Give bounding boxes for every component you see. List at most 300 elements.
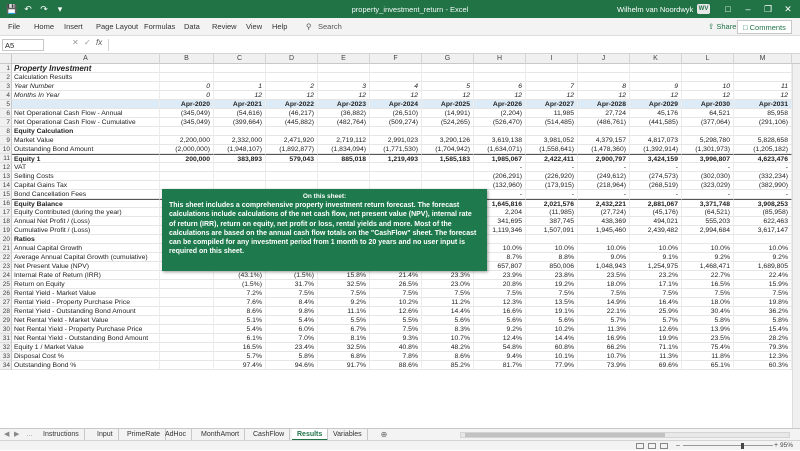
value-cell[interactable]: Apr-2024 xyxy=(370,100,422,109)
value-cell[interactable]: 555,203 xyxy=(682,217,734,226)
value-cell[interactable]: 40.8% xyxy=(370,343,422,352)
value-cell[interactable]: 65.1% xyxy=(682,361,734,370)
value-cell[interactable]: 4,623,476 xyxy=(734,154,792,163)
row-label-cell[interactable]: Annual Capital Growth xyxy=(12,244,160,253)
value-cell[interactable]: 6.8% xyxy=(318,352,370,361)
value-cell[interactable]: 8.8% xyxy=(526,253,578,262)
tab-prev-icon[interactable]: ◀ xyxy=(4,431,10,438)
value-cell[interactable]: Apr-2029 xyxy=(630,100,682,109)
value-cell[interactable]: 7.5% xyxy=(630,289,682,298)
value-cell[interactable]: 8.4% xyxy=(266,298,318,307)
close-icon[interactable]: ✕ xyxy=(784,4,792,14)
value-cell[interactable]: 7.5% xyxy=(474,289,526,298)
value-cell[interactable]: (1,392,914) xyxy=(630,145,682,154)
value-cell[interactable]: 11.1% xyxy=(318,307,370,316)
value-cell[interactable] xyxy=(318,73,370,82)
row-label-cell[interactable]: Capital Gains Tax xyxy=(12,181,160,190)
row-header[interactable]: 16 xyxy=(0,199,12,208)
value-cell[interactable]: 48.2% xyxy=(422,343,474,352)
value-cell[interactable]: 16.6% xyxy=(474,307,526,316)
value-cell[interactable]: 23.4% xyxy=(266,343,318,352)
value-cell[interactable]: 23.9% xyxy=(474,271,526,280)
value-cell[interactable]: (1,892,877) xyxy=(266,145,318,154)
value-cell[interactable]: 5.8% xyxy=(266,352,318,361)
value-cell[interactable]: - xyxy=(526,190,578,199)
value-cell[interactable]: 22.4% xyxy=(734,271,792,280)
value-cell[interactable] xyxy=(578,127,630,136)
value-cell[interactable] xyxy=(422,172,474,181)
value-cell[interactable]: (526,470) xyxy=(474,118,526,127)
value-cell[interactable]: 200,000 xyxy=(160,154,214,163)
value-cell[interactable]: 8.7% xyxy=(474,253,526,262)
value-cell[interactable]: 8.6% xyxy=(422,352,474,361)
row-label-cell[interactable]: Calculation Results xyxy=(12,73,160,82)
value-cell[interactable]: (218,964) xyxy=(578,181,630,190)
value-cell[interactable]: 8 xyxy=(578,82,630,91)
value-cell[interactable]: 10.0% xyxy=(630,244,682,253)
value-cell[interactable]: (36,882) xyxy=(318,109,370,118)
row-header[interactable]: 30 xyxy=(0,325,12,334)
value-cell[interactable]: 16.9% xyxy=(578,334,630,343)
zoom-level[interactable]: 95% xyxy=(780,442,794,449)
value-cell[interactable]: 12 xyxy=(370,91,422,100)
value-cell[interactable]: 1,507,091 xyxy=(526,226,578,235)
value-cell[interactable]: (1,634,071) xyxy=(474,145,526,154)
value-cell[interactable] xyxy=(370,73,422,82)
value-cell[interactable]: - xyxy=(682,163,734,172)
value-cell[interactable]: 28.2% xyxy=(734,334,792,343)
value-cell[interactable]: 15.9% xyxy=(734,280,792,289)
zoom-out-icon[interactable]: – xyxy=(676,442,680,449)
row-label-cell[interactable]: Net Rental Yield - Property Purchase Price xyxy=(12,325,160,334)
value-cell[interactable]: 12.6% xyxy=(630,325,682,334)
search-box[interactable]: Search xyxy=(318,22,342,31)
value-cell[interactable]: 5,298,780 xyxy=(682,136,734,145)
value-cell[interactable]: 622,463 xyxy=(734,217,792,226)
sheet-tab-cashflow[interactable]: CashFlow xyxy=(248,429,290,441)
value-cell[interactable]: 2 xyxy=(266,82,318,91)
value-cell[interactable]: (14,991) xyxy=(422,109,474,118)
scroll-thumb[interactable] xyxy=(465,433,665,437)
value-cell[interactable]: (382,990) xyxy=(734,181,792,190)
value-cell[interactable] xyxy=(370,64,422,73)
value-cell[interactable]: (524,265) xyxy=(422,118,474,127)
value-cell[interactable]: 8.1% xyxy=(318,334,370,343)
value-cell[interactable]: 5 xyxy=(422,82,474,91)
value-cell[interactable]: 9.2% xyxy=(474,325,526,334)
value-cell[interactable] xyxy=(160,343,214,352)
value-cell[interactable]: (206,291) xyxy=(474,172,526,181)
value-cell[interactable]: 7.5% xyxy=(370,325,422,334)
row-header[interactable]: 4 xyxy=(0,91,12,100)
value-cell[interactable]: 7.2% xyxy=(214,289,266,298)
value-cell[interactable]: 6 xyxy=(474,82,526,91)
value-cell[interactable]: 12.3% xyxy=(474,298,526,307)
value-cell[interactable] xyxy=(682,235,734,244)
row-header[interactable]: 27 xyxy=(0,298,12,307)
row-header[interactable]: 3 xyxy=(0,82,12,91)
value-cell[interactable]: (302,030) xyxy=(682,172,734,181)
row-header[interactable]: 25 xyxy=(0,280,12,289)
value-cell[interactable]: 12.6% xyxy=(370,307,422,316)
zoom-slider-handle[interactable] xyxy=(741,443,744,449)
row-header[interactable]: 19 xyxy=(0,226,12,235)
value-cell[interactable]: 77.9% xyxy=(526,361,578,370)
value-cell[interactable] xyxy=(578,64,630,73)
value-cell[interactable]: 26.5% xyxy=(370,280,422,289)
value-cell[interactable]: 10.1% xyxy=(526,352,578,361)
value-cell[interactable]: 13.5% xyxy=(526,298,578,307)
row-header[interactable]: 10 xyxy=(0,145,12,154)
value-cell[interactable]: (268,519) xyxy=(630,181,682,190)
value-cell[interactable]: 0 xyxy=(160,82,214,91)
value-cell[interactable]: 23.8% xyxy=(526,271,578,280)
row-header[interactable]: 24 xyxy=(0,271,12,280)
row-label-cell[interactable]: Equity 1 / Market Value xyxy=(12,343,160,352)
column-header-k[interactable]: K xyxy=(630,54,682,64)
row-label-cell[interactable]: Rental Yield - Market Value xyxy=(12,289,160,298)
value-cell[interactable]: 9.4% xyxy=(474,352,526,361)
row-header[interactable]: 28 xyxy=(0,307,12,316)
value-cell[interactable]: 7.6% xyxy=(214,298,266,307)
row-header[interactable]: 7 xyxy=(0,118,12,127)
value-cell[interactable]: 16.5% xyxy=(214,343,266,352)
row-label-cell[interactable]: Year Number xyxy=(12,82,160,91)
value-cell[interactable]: (441,585) xyxy=(630,118,682,127)
value-cell[interactable]: 85.2% xyxy=(422,361,474,370)
value-cell[interactable]: 1,219,493 xyxy=(370,154,422,163)
value-cell[interactable]: 45,176 xyxy=(630,109,682,118)
value-cell[interactable]: (291,106) xyxy=(734,118,792,127)
menu-review[interactable]: Review xyxy=(212,22,237,31)
row-header[interactable]: 14 xyxy=(0,181,12,190)
value-cell[interactable]: 30.4% xyxy=(682,307,734,316)
enter-icon[interactable]: ✓ xyxy=(84,38,91,47)
value-cell[interactable]: 12 xyxy=(266,91,318,100)
value-cell[interactable] xyxy=(266,73,318,82)
value-cell[interactable]: 9.3% xyxy=(370,334,422,343)
value-cell[interactable]: 12.4% xyxy=(474,334,526,343)
value-cell[interactable]: 18.0% xyxy=(578,280,630,289)
row-label-cell[interactable]: Outstanding Bond % xyxy=(12,361,160,370)
row-label-cell[interactable]: Net Operational Cash Flow - Annual xyxy=(12,109,160,118)
value-cell[interactable]: - xyxy=(474,163,526,172)
value-cell[interactable]: 27,724 xyxy=(578,109,630,118)
value-cell[interactable]: 1,945,460 xyxy=(578,226,630,235)
value-cell[interactable]: 10.7% xyxy=(422,334,474,343)
value-cell[interactable]: 2,900,797 xyxy=(578,154,630,163)
value-cell[interactable]: 12 xyxy=(578,91,630,100)
row-header[interactable]: 13 xyxy=(0,172,12,181)
value-cell[interactable]: 7.5% xyxy=(370,289,422,298)
value-cell[interactable]: 5.5% xyxy=(370,316,422,325)
value-cell[interactable]: 5.6% xyxy=(526,316,578,325)
value-cell[interactable]: (2,000,000) xyxy=(160,145,214,154)
value-cell[interactable]: (345,049) xyxy=(160,109,214,118)
value-cell[interactable]: - xyxy=(734,190,792,199)
row-header[interactable]: 12 xyxy=(0,163,12,172)
value-cell[interactable]: 25.9% xyxy=(630,307,682,316)
value-cell[interactable] xyxy=(682,64,734,73)
value-cell[interactable]: 494,021 xyxy=(630,217,682,226)
value-cell[interactable]: Apr-2021 xyxy=(214,100,266,109)
value-cell[interactable]: 387,745 xyxy=(526,217,578,226)
value-cell[interactable] xyxy=(578,73,630,82)
row-header[interactable]: 5 xyxy=(0,100,12,109)
value-cell[interactable]: - xyxy=(578,190,630,199)
value-cell[interactable]: 19.2% xyxy=(526,280,578,289)
value-cell[interactable]: 2,991,023 xyxy=(370,136,422,145)
value-cell[interactable] xyxy=(160,64,214,73)
sheet-tab-instructions[interactable]: Instructions xyxy=(38,429,85,441)
value-cell[interactable] xyxy=(160,298,214,307)
value-cell[interactable]: (43.1%) xyxy=(214,271,266,280)
value-cell[interactable]: - xyxy=(526,163,578,172)
value-cell[interactable]: 11.3% xyxy=(630,352,682,361)
value-cell[interactable]: 3,908,253 xyxy=(734,199,792,208)
value-cell[interactable]: 5.4% xyxy=(266,316,318,325)
value-cell[interactable] xyxy=(160,163,214,172)
value-cell[interactable]: Apr-2023 xyxy=(318,100,370,109)
row-label-cell[interactable]: Net Rental Yield - Outstanding Bond Amount xyxy=(12,334,160,343)
row-header[interactable]: 17 xyxy=(0,208,12,217)
value-cell[interactable]: (226,920) xyxy=(526,172,578,181)
value-cell[interactable]: 8.3% xyxy=(422,325,474,334)
row-header[interactable]: 11 xyxy=(0,154,12,163)
value-cell[interactable] xyxy=(160,280,214,289)
value-cell[interactable] xyxy=(526,235,578,244)
row-label-cell[interactable]: Disposal Cost % xyxy=(12,352,160,361)
value-cell[interactable] xyxy=(160,334,214,343)
value-cell[interactable]: (1,301,973) xyxy=(682,145,734,154)
row-header[interactable]: 31 xyxy=(0,334,12,343)
value-cell[interactable] xyxy=(630,73,682,82)
row-label-cell[interactable]: Equity Contributed (during the year) xyxy=(12,208,160,217)
value-cell[interactable]: 5.7% xyxy=(578,316,630,325)
page-layout-view-icon[interactable] xyxy=(648,443,656,449)
column-header-g[interactable]: G xyxy=(422,54,474,64)
value-cell[interactable]: 5.6% xyxy=(474,316,526,325)
value-cell[interactable]: 60.8% xyxy=(526,343,578,352)
value-cell[interactable] xyxy=(734,127,792,136)
value-cell[interactable]: (27,724) xyxy=(578,208,630,217)
value-cell[interactable]: 5,828,658 xyxy=(734,136,792,145)
value-cell[interactable] xyxy=(474,127,526,136)
row-header[interactable]: 22 xyxy=(0,253,12,262)
value-cell[interactable]: 885,018 xyxy=(318,154,370,163)
value-cell[interactable]: 22.1% xyxy=(578,307,630,316)
value-cell[interactable]: 5.7% xyxy=(630,316,682,325)
value-cell[interactable]: 14.4% xyxy=(422,307,474,316)
value-cell[interactable]: 5.7% xyxy=(214,352,266,361)
value-cell[interactable]: 9.2% xyxy=(318,298,370,307)
value-cell[interactable]: 3 xyxy=(318,82,370,91)
row-label-cell[interactable]: Months In Year xyxy=(12,91,160,100)
value-cell[interactable]: 11,985 xyxy=(526,109,578,118)
value-cell[interactable]: 2,432,221 xyxy=(578,199,630,208)
menu-page-layout[interactable]: Page Layout xyxy=(96,22,139,31)
column-header-j[interactable]: J xyxy=(578,54,630,64)
function-icon[interactable]: fx xyxy=(96,38,103,47)
sheet-tab-results[interactable]: Results xyxy=(292,429,328,441)
column-header-h[interactable]: H xyxy=(474,54,526,64)
value-cell[interactable]: 12 xyxy=(422,91,474,100)
value-cell[interactable] xyxy=(422,127,474,136)
row-label-cell[interactable]: Outstanding Bond Amount xyxy=(12,145,160,154)
value-cell[interactable]: 7.8% xyxy=(370,352,422,361)
value-cell[interactable]: 22.7% xyxy=(682,271,734,280)
sheet-tab-input[interactable]: Input xyxy=(92,429,119,441)
maximize-icon[interactable]: ❐ xyxy=(763,4,773,14)
redo-icon[interactable]: ↷ xyxy=(40,3,48,14)
value-cell[interactable]: 383,893 xyxy=(214,154,266,163)
value-cell[interactable]: (54,616) xyxy=(214,109,266,118)
value-cell[interactable]: (1,771,530) xyxy=(370,145,422,154)
value-cell[interactable]: 14.4% xyxy=(526,334,578,343)
value-cell[interactable]: 19.1% xyxy=(526,307,578,316)
value-cell[interactable]: (377,064) xyxy=(682,118,734,127)
value-cell[interactable]: 2,471,920 xyxy=(266,136,318,145)
value-cell[interactable]: 10.2% xyxy=(526,325,578,334)
value-cell[interactable]: 12 xyxy=(214,91,266,100)
value-cell[interactable]: 6.1% xyxy=(214,334,266,343)
value-cell[interactable]: 79.3% xyxy=(734,343,792,352)
value-cell[interactable]: - xyxy=(578,163,630,172)
menu-file[interactable]: File xyxy=(8,22,21,31)
value-cell[interactable]: (1,558,641) xyxy=(526,145,578,154)
row-label-cell[interactable]: Equity Calculation xyxy=(12,127,160,136)
value-cell[interactable] xyxy=(318,127,370,136)
value-cell[interactable]: 9.1% xyxy=(630,253,682,262)
row-header[interactable]: 26 xyxy=(0,289,12,298)
value-cell[interactable]: - xyxy=(682,190,734,199)
value-cell[interactable] xyxy=(160,307,214,316)
value-cell[interactable]: 18.0% xyxy=(682,298,734,307)
row-header[interactable]: 15 xyxy=(0,190,12,199)
value-cell[interactable]: 23.3% xyxy=(422,271,474,280)
value-cell[interactable] xyxy=(160,361,214,370)
value-cell[interactable]: (1,834,094) xyxy=(318,145,370,154)
value-cell[interactable]: 1,254,975 xyxy=(630,262,682,271)
value-cell[interactable]: 438,369 xyxy=(578,217,630,226)
value-cell[interactable]: Apr-2027 xyxy=(526,100,578,109)
column-header-f[interactable]: F xyxy=(370,54,422,64)
cancel-icon[interactable]: ✕ xyxy=(72,38,79,47)
value-cell[interactable]: - xyxy=(630,190,682,199)
value-cell[interactable]: 13.9% xyxy=(682,325,734,334)
value-cell[interactable]: 9.0% xyxy=(578,253,630,262)
value-cell[interactable]: 10.7% xyxy=(578,352,630,361)
value-cell[interactable]: (1.5%) xyxy=(214,280,266,289)
column-header-a[interactable]: A xyxy=(12,54,160,64)
tab-next-icon[interactable]: ▶ xyxy=(14,431,20,438)
value-cell[interactable] xyxy=(160,73,214,82)
value-cell[interactable]: 3,619,138 xyxy=(474,136,526,145)
value-cell[interactable]: 9.2% xyxy=(682,253,734,262)
value-cell[interactable] xyxy=(318,64,370,73)
value-cell[interactable]: 1,689,805 xyxy=(734,262,792,271)
tab-more-icon[interactable]: … xyxy=(26,431,33,438)
value-cell[interactable] xyxy=(214,73,266,82)
row-label-cell[interactable]: Ratios xyxy=(12,235,160,244)
value-cell[interactable]: 10.0% xyxy=(578,244,630,253)
value-cell[interactable]: (1,205,182) xyxy=(734,145,792,154)
value-cell[interactable] xyxy=(214,64,266,73)
value-cell[interactable]: 73.9% xyxy=(578,361,630,370)
save-icon[interactable]: 💾 xyxy=(6,3,18,14)
value-cell[interactable] xyxy=(160,352,214,361)
row-label-cell[interactable]: Equity 1 xyxy=(12,154,160,163)
value-cell[interactable]: 36.2% xyxy=(734,307,792,316)
value-cell[interactable]: 71.1% xyxy=(630,343,682,352)
value-cell[interactable] xyxy=(214,172,266,181)
value-cell[interactable] xyxy=(734,73,792,82)
value-cell[interactable] xyxy=(370,127,422,136)
customize-icon[interactable]: ▾ xyxy=(57,3,63,14)
value-cell[interactable] xyxy=(160,127,214,136)
value-cell[interactable]: 91.7% xyxy=(318,361,370,370)
value-cell[interactable] xyxy=(526,73,578,82)
row-header[interactable]: 2 xyxy=(0,73,12,82)
row-label-cell[interactable]: Rental Yield - Property Purchase Price xyxy=(12,298,160,307)
zoom-in-icon[interactable]: + xyxy=(774,442,779,449)
value-cell[interactable] xyxy=(734,235,792,244)
value-cell[interactable]: (274,573) xyxy=(630,172,682,181)
value-cell[interactable]: (1,478,360) xyxy=(578,145,630,154)
value-cell[interactable]: (249,612) xyxy=(578,172,630,181)
formula-input[interactable] xyxy=(108,39,798,51)
normal-view-icon[interactable] xyxy=(636,443,644,449)
value-cell[interactable] xyxy=(160,289,214,298)
value-cell[interactable]: 88.6% xyxy=(370,361,422,370)
value-cell[interactable]: 75.4% xyxy=(682,343,734,352)
row-label-cell[interactable]: VAT xyxy=(12,163,160,172)
value-cell[interactable]: (132,960) xyxy=(474,181,526,190)
row-label-cell[interactable] xyxy=(12,100,160,109)
value-cell[interactable]: 12 xyxy=(526,91,578,100)
value-cell[interactable]: 11.2% xyxy=(422,298,474,307)
value-cell[interactable]: 7 xyxy=(526,82,578,91)
sheet-tab-adhoc[interactable]: AdHoc xyxy=(160,429,192,441)
value-cell[interactable]: 2,332,000 xyxy=(214,136,266,145)
value-cell[interactable]: 3,981,052 xyxy=(526,136,578,145)
value-cell[interactable]: 6.7% xyxy=(318,325,370,334)
value-cell[interactable]: 7.5% xyxy=(526,289,578,298)
value-cell[interactable]: 19.9% xyxy=(630,334,682,343)
value-cell[interactable] xyxy=(266,64,318,73)
value-cell[interactable]: 1,985,067 xyxy=(474,154,526,163)
value-cell[interactable]: - xyxy=(734,163,792,172)
value-cell[interactable]: 9 xyxy=(630,82,682,91)
value-cell[interactable]: 3,617,147 xyxy=(734,226,792,235)
row-label-cell[interactable]: Annual Net Profit / (Loss) xyxy=(12,217,160,226)
value-cell[interactable]: (445,882) xyxy=(266,118,318,127)
value-cell[interactable]: 16.4% xyxy=(630,298,682,307)
column-header-l[interactable]: L xyxy=(682,54,734,64)
value-cell[interactable]: 16.5% xyxy=(682,280,734,289)
value-cell[interactable]: (509,274) xyxy=(370,118,422,127)
row-header[interactable]: 29 xyxy=(0,316,12,325)
value-cell[interactable]: 850,006 xyxy=(526,262,578,271)
search-icon[interactable]: ⚲ xyxy=(306,22,312,31)
value-cell[interactable]: 94.6% xyxy=(266,361,318,370)
row-label-cell[interactable]: Net Operational Cash Flow - Cumulative xyxy=(12,118,160,127)
value-cell[interactable]: (45,176) xyxy=(630,208,682,217)
row-label-cell[interactable]: Net Rental Yield - Market Value xyxy=(12,316,160,325)
horizontal-scrollbar[interactable] xyxy=(460,432,790,438)
value-cell[interactable]: 12 xyxy=(734,91,792,100)
value-cell[interactable]: 10 xyxy=(682,82,734,91)
